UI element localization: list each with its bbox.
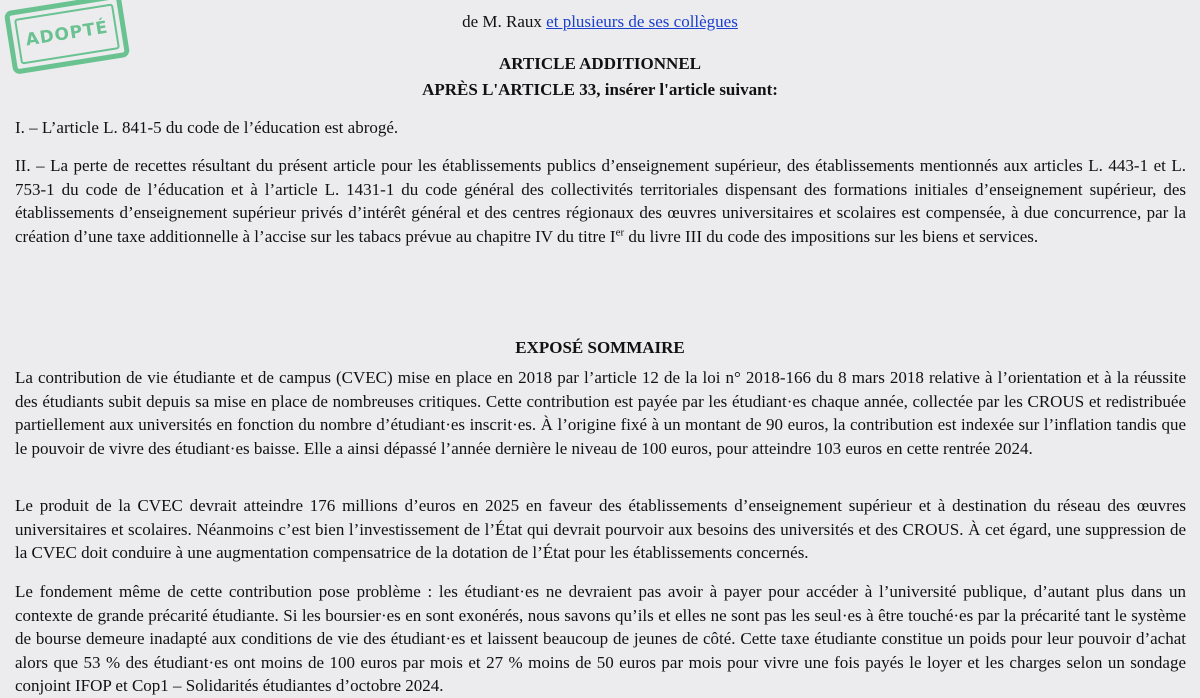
summary-paragraph-1: La contribution de vie étudiante et de campus (CVEC) mise en place en 2018 par l’article 12 de la loi n° 2018-166 du 8 mars 2018 relative à l’orientation et à la réussite des étudiants subit depuis sa mise en place de nombreuses critiques. Cette contribution est payée par les étudiant·es chaque année, collectée par les CROUS et redistribuée partiellement aux universités en fonction du nombre d’étudiant·es inscrit·es. À l’origine fixé à un montant de 90 euros, la contribution est indexée sur l’inflation tandis que le pouvoir de vivre des étudiant·es baisse. Elle a ainsi dépassé l’année dernière le niveau de 100 euros, pour atteindre 103 euros en cette rentrée 2024. <box>15 368 1186 458</box>
article-subtitle: APRÈS L'ARTICLE 33, insérer l'article suivant: <box>422 80 778 99</box>
author-line <box>0 12 1200 32</box>
summary-paragraph-3: Le fondement même de cette contribution pose problème : les étudiant·es ne devraient pas avoir à payer pour accéder à l’université publique, d’autant plus dans un contexte de grande précarité étudiante. Si les boursier·es en sont exonérés, nous savons qu’ils et elles ne sont pas les seul·es à être touché·es par la précarité tant le système de bourse demeure inadapté aux conditions de vie des étudiant·es et laissent beaucoup de jeunes de côté. Cette taxe étudiante constitue un poids pour leur pouvoir d’achat alors que 53 % des étudiant·es ont moins de 100 euros par mois et 27 % moins de 50 euros par mois pour vivre une fois payés le loyer et les charges selon un sondage conjoint IFOP et Cop1 – Solidarités étudiantes d’octobre 2024. <box>15 582 1186 695</box>
article-paragraph-2 <box>15 154 1186 248</box>
adopted-stamp-text: ADOPTÉ <box>24 17 110 51</box>
colleagues-link[interactable]: et plusieurs de ses collègues <box>546 12 738 31</box>
article-paragraph-2-text: II. – La perte de recettes résultant du présent article pour les établissements publics d’enseignement supérieur, des établissements mentionnés aux articles L. 443-1 et L. 753-1 du code de l’éducation et à l’article L. 1431-1 du code général des collectivités territoriales dispensant des formations initiales d’enseignement supérieur, des établissements d’enseignement supérieur privés d’intérêt général et des centres régionaux des œuvres universitaires et scolaires est compensée, à due concurrence, par la création d’une taxe additionnelle à l’accise sur les tabacs prévue au chapitre IV du titre I <box>15 156 1186 246</box>
author-prefix: de M. Raux <box>462 12 547 31</box>
summary-paragraph-2: Le produit de la CVEC devrait atteindre 176 millions d’euros en 2025 en faveur des établissements d’enseignement supérieur et à destination du réseau des œuvres universitaires et scolaires. Néanmoins c’est bien l’investissement de l’État qui devrait pourvoir aux besoins des universités et des CROUS. À cet égard, une suppression de la CVEC doit conduire à une augmentation compensatrice de la dotation de l’État pour les établissements concernés. <box>15 496 1186 562</box>
summary-title: EXPOSÉ SOMMAIRE <box>515 338 685 357</box>
article-title: ARTICLE ADDITIONNEL <box>498 54 702 73</box>
article-paragraph-1: I. – L’article L. 841-5 du code de l’éducation est abrogé. <box>15 118 399 137</box>
article-paragraph-2-end: du livre III du code des impositions sur les biens et services. <box>624 226 1039 246</box>
ordinal-superscript: er <box>615 225 625 238</box>
